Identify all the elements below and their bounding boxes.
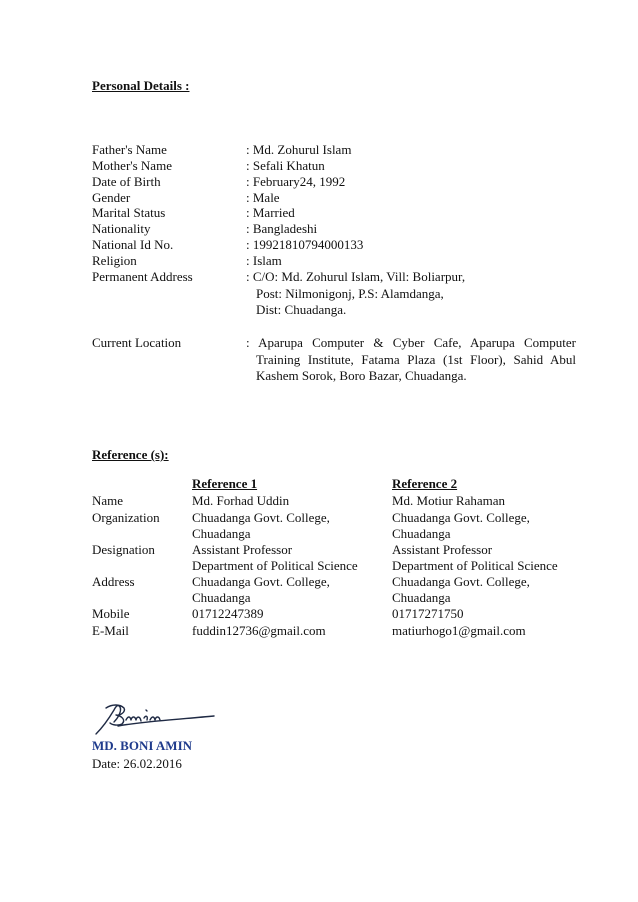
detail-label: Permanent Address	[92, 269, 193, 284]
detail-label: Nationality	[92, 221, 151, 236]
detail-row-nid	[0, 237, 638, 253]
reference-label: Organization	[92, 510, 160, 525]
reference-row-designation-cont	[0, 558, 638, 574]
detail-row-dob	[0, 174, 638, 190]
reference-1-value: Chuadanga Govt. College,	[192, 510, 330, 525]
reference-2-value: Chuadanga	[392, 590, 451, 605]
reference-label: Designation	[92, 542, 155, 557]
detail-value: : 19921810794000133	[246, 237, 364, 252]
detail-value: : February24, 1992	[246, 174, 346, 189]
location-continuation	[0, 352, 638, 368]
reference-row-organization-cont	[0, 526, 638, 542]
reference-1-value: Assistant Professor	[192, 542, 293, 557]
detail-row-mother	[0, 158, 638, 174]
detail-row-father	[0, 142, 638, 158]
signatory-name: MD. BONI AMIN	[92, 738, 193, 753]
detail-value: : Male	[246, 190, 280, 205]
reference-2-value: Md. Motiur Rahaman	[392, 493, 506, 508]
detail-value: : Md. Zohurul Islam	[246, 142, 352, 157]
detail-value: : Married	[246, 205, 295, 220]
detail-row-nationality	[0, 221, 638, 237]
detail-value: : C/O: Md. Zohurul Islam, Vill: Boliarpur,	[246, 269, 466, 284]
reference-label: E-Mail	[92, 623, 129, 638]
handwritten-signature	[90, 698, 220, 738]
reference-2-value: Chuadanga Govt. College,	[392, 574, 530, 589]
detail-row-marital	[0, 205, 638, 221]
reference-label: Address	[92, 574, 135, 589]
signature-date: Date: 26.02.2016	[92, 756, 182, 771]
detail-row-current-location	[0, 335, 638, 351]
address-line: Dist: Chuadanga.	[256, 302, 347, 317]
reference-2-value: Department of Political Science	[392, 558, 558, 573]
location-line: Training Institute, Fatama Plaza (1st Floor), Sahid Abul	[256, 352, 576, 367]
detail-row-permanent-address	[0, 269, 638, 285]
reference-1-value: fuddin12736@gmail.com	[192, 623, 326, 638]
reference-2-value: Assistant Professor	[392, 542, 493, 557]
reference-row-name	[0, 493, 638, 509]
reference-2-value: Chuadanga Govt. College,	[392, 510, 530, 525]
detail-value: : Islam	[246, 253, 282, 268]
address-continuation	[0, 286, 638, 302]
detail-label: Date of Birth	[92, 174, 161, 189]
reference-heading: Reference (s):	[92, 447, 169, 462]
reference-2-heading: Reference 2	[392, 476, 458, 491]
reference-1-value: Md. Forhad Uddin	[192, 493, 290, 508]
detail-label: National Id No.	[92, 237, 174, 252]
reference-2-value: 01717271750	[392, 606, 464, 621]
reference-2-value: matiurhogo1@gmail.com	[392, 623, 526, 638]
reference-row-email	[0, 623, 638, 639]
reference-1-value: Chuadanga Govt. College,	[192, 574, 330, 589]
reference-1-value: Department of Political Science	[192, 558, 358, 573]
reference-1-heading: Reference 1	[192, 476, 258, 491]
location-continuation	[0, 368, 638, 384]
detail-row-religion	[0, 253, 638, 269]
reference-row-address-cont	[0, 590, 638, 606]
reference-1-value: Chuadanga	[192, 590, 251, 605]
reference-row-address	[0, 574, 638, 590]
reference-2-value: Chuadanga	[392, 526, 451, 541]
detail-value: : Bangladeshi	[246, 221, 318, 236]
detail-label: Gender	[92, 190, 131, 205]
reference-row-designation	[0, 542, 638, 558]
reference-1-value: Chuadanga	[192, 526, 251, 541]
detail-row-gender	[0, 190, 638, 206]
address-continuation	[0, 302, 638, 318]
address-line: Post: Nilmonigonj, P.S: Alamdanga,	[256, 286, 444, 301]
detail-label: Current Location	[92, 335, 182, 350]
detail-label: Mother's Name	[92, 158, 172, 173]
reference-label: Mobile	[92, 606, 130, 621]
reference-column-headings	[0, 476, 638, 492]
detail-value: : Sefali Khatun	[246, 158, 325, 173]
reference-row-organization	[0, 510, 638, 526]
detail-label: Marital Status	[92, 205, 166, 220]
reference-label: Name	[92, 493, 124, 508]
location-line: Kashem Sorok, Boro Bazar, Chuadanga.	[256, 368, 467, 383]
detail-label: Father's Name	[92, 142, 167, 157]
reference-1-value: 01712247389	[192, 606, 264, 621]
detail-label: Religion	[92, 253, 137, 268]
personal-details-heading: Personal Details :	[92, 78, 190, 93]
reference-row-mobile	[0, 606, 638, 622]
location-line: : Aparupa Computer & Cyber Cafe, Aparupa Computer	[246, 335, 576, 350]
